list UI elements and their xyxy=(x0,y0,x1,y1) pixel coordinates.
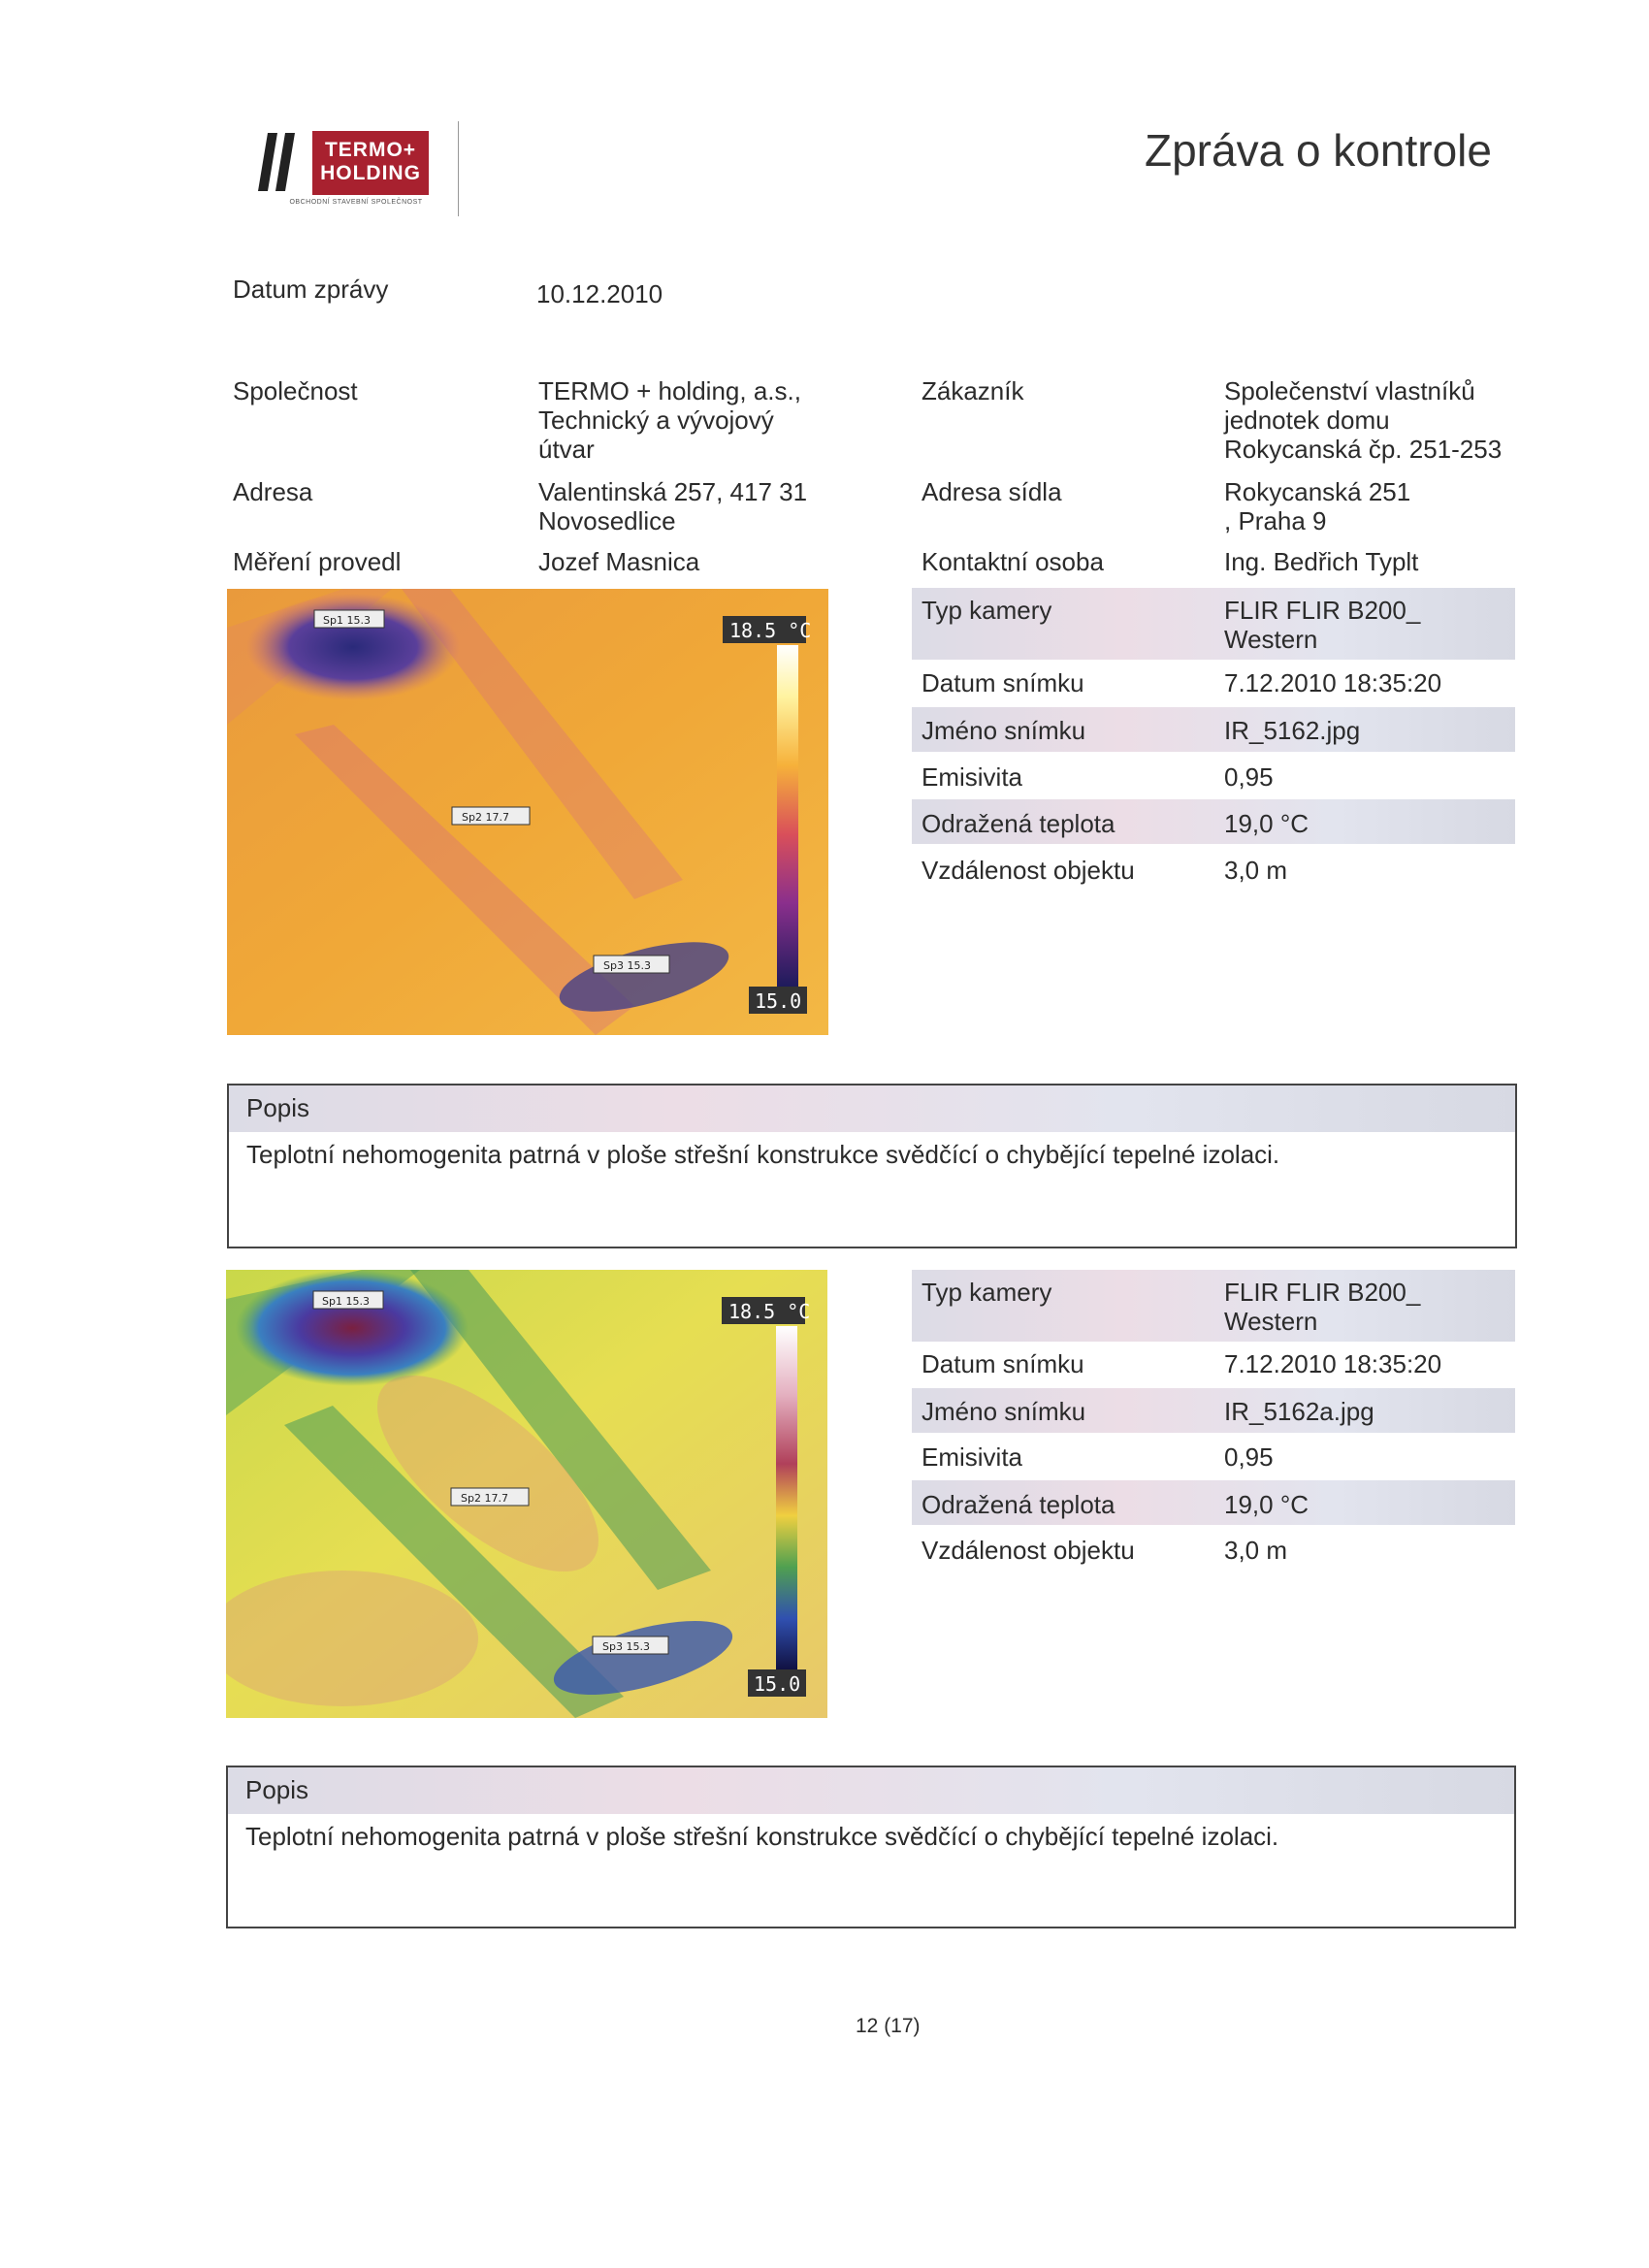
param-value xyxy=(1224,596,1420,654)
logo-box xyxy=(312,131,429,195)
description-box xyxy=(227,1084,1517,1248)
company-label: Společnost xyxy=(233,376,358,405)
address-label: Adresa xyxy=(233,477,313,506)
scale-max-label: 18.5 °C xyxy=(729,619,812,642)
param-value: 19,0 °C xyxy=(1224,809,1310,838)
company-value-line: TERMO + holding, a.s., xyxy=(538,376,801,405)
date-label: Datum zprávy xyxy=(233,275,389,304)
param-label: Emisivita xyxy=(922,762,1023,792)
address-value xyxy=(538,477,807,535)
spot-label: Sp1 15.3 xyxy=(322,1295,370,1308)
temperature-scale-bar xyxy=(777,645,798,989)
param-value: 7.12.2010 18:35:20 xyxy=(1224,1349,1442,1378)
customer-value-line: Společenství vlastníků xyxy=(1224,376,1475,405)
company-value-line: Technický a vývojový xyxy=(538,405,774,435)
logo-line1: TERMO+ xyxy=(324,139,417,161)
description-text: Teplotní nehomogenita patrná v ploše střešní konstrukce svědčící o chybějící tepelné izolaci. xyxy=(246,1140,1280,1169)
spot-label: Sp3 15.3 xyxy=(603,959,651,972)
param-label: Odražená teplota xyxy=(922,809,1116,838)
spot-label: Sp1 15.3 xyxy=(323,614,371,627)
temperature-scale-bar xyxy=(776,1326,797,1670)
description-header xyxy=(228,1767,1514,1814)
param-label: Jméno snímku xyxy=(922,1397,1086,1426)
param-label: Odražená teplota xyxy=(922,1490,1116,1519)
customer-value-line: jednotek domu xyxy=(1224,405,1390,435)
contact-value: Ing. Bedřich Typlt xyxy=(1224,547,1419,576)
param-label: Jméno snímku xyxy=(922,716,1086,745)
address-value-line: Novosedlice xyxy=(538,506,676,535)
measured-label: Měření provedl xyxy=(233,547,402,576)
logo-subline: OBCHODNÍ STAVEBNÍ SPOLEČNOST xyxy=(289,199,423,206)
thermal-image-rainbow xyxy=(226,1270,827,1718)
spot-label: Sp3 15.3 xyxy=(602,1640,650,1653)
spot-label: Sp2 17.7 xyxy=(462,811,509,824)
description-box xyxy=(226,1766,1516,1928)
scale-min-label: 15.0 xyxy=(755,989,802,1013)
param-value: IR_5162.jpg xyxy=(1224,716,1361,745)
param-label: Typ kamery xyxy=(922,596,1052,625)
param-value: 3,0 m xyxy=(1224,856,1288,885)
spot-label: Sp2 17.7 xyxy=(461,1492,508,1505)
address-value-line: Valentinská 257, 417 31 xyxy=(538,477,808,506)
param-value: 0,95 xyxy=(1224,762,1274,792)
page-number: 12 (17) xyxy=(856,2015,921,2037)
param-value-line: FLIR FLIR B200_ xyxy=(1224,596,1421,625)
param-value: 0,95 xyxy=(1224,1442,1274,1472)
param-label: Vzdálenost objektu xyxy=(922,1536,1135,1565)
param-value xyxy=(1224,1278,1420,1336)
param-value-line: Western xyxy=(1224,625,1318,654)
param-label: Emisivita xyxy=(922,1442,1023,1472)
seat-label: Adresa sídla xyxy=(922,477,1062,506)
scale-max-label: 18.5 °C xyxy=(728,1300,811,1323)
logo-stripes-icon xyxy=(258,133,307,191)
company-logo xyxy=(254,121,459,216)
param-value: 7.12.2010 18:35:20 xyxy=(1224,668,1442,697)
param-label: Datum snímku xyxy=(922,1349,1084,1378)
param-value-line: FLIR FLIR B200_ xyxy=(1224,1278,1421,1307)
date-value: 10.12.2010 xyxy=(536,279,663,308)
param-value: 3,0 m xyxy=(1224,1536,1288,1565)
company-value-line: útvar xyxy=(538,435,595,464)
thermal-image-iron xyxy=(227,589,828,1035)
description-label: Popis xyxy=(245,1775,309,1804)
description-header xyxy=(229,1085,1515,1132)
page-title: Zpráva o kontrole xyxy=(1145,125,1492,176)
seat-value xyxy=(1224,477,1410,535)
seat-value-line: , Praha 9 xyxy=(1224,506,1327,535)
scale-min-label: 15.0 xyxy=(754,1672,801,1696)
customer-value-line: Rokycanská čp. 251-253 xyxy=(1224,435,1503,464)
seat-value-line: Rokycanská 251 xyxy=(1224,477,1411,506)
measured-value: Jozef Masnica xyxy=(538,547,700,576)
param-value: IR_5162a.jpg xyxy=(1224,1397,1374,1426)
description-text: Teplotní nehomogenita patrná v ploše střešní konstrukce svědčící o chybějící tepelné izolaci. xyxy=(245,1822,1279,1851)
param-label: Typ kamery xyxy=(922,1278,1052,1307)
description-label: Popis xyxy=(246,1093,310,1122)
param-label: Datum snímku xyxy=(922,668,1084,697)
customer-label: Zákazník xyxy=(922,376,1024,405)
param-label: Vzdálenost objektu xyxy=(922,856,1135,885)
contact-label: Kontaktní osoba xyxy=(922,547,1104,576)
param-value-line: Western xyxy=(1224,1307,1318,1336)
param-value: 19,0 °C xyxy=(1224,1490,1310,1519)
logo-line2: HOLDING xyxy=(320,162,421,184)
customer-value xyxy=(1224,376,1502,464)
company-value xyxy=(538,376,801,464)
